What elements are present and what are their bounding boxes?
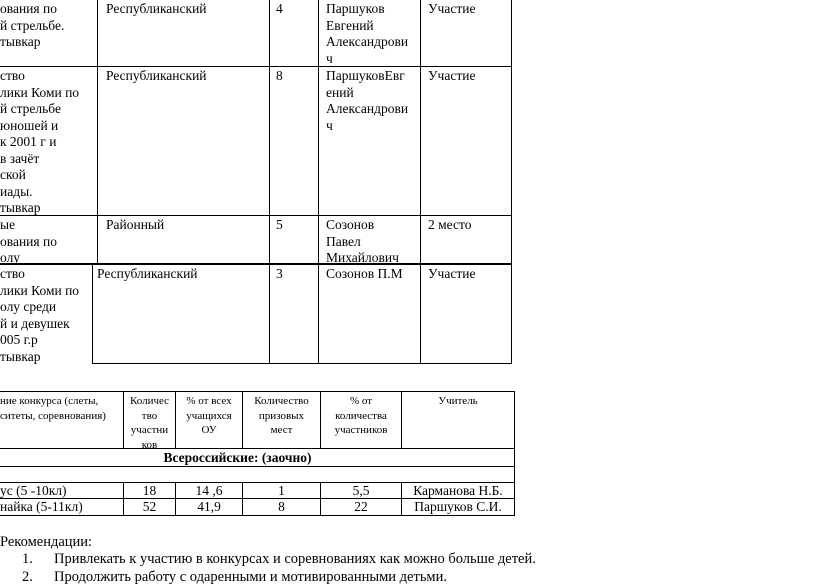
cell-prizes: 1	[278, 483, 285, 498]
cell-count: 4	[276, 1, 283, 16]
cell-participant: Паршуков Евгений Александрови ч	[326, 1, 409, 66]
table-row	[0, 265, 512, 363]
table-header	[0, 392, 515, 451]
table-row	[0, 499, 515, 515]
cell-level: Республиканский	[106, 68, 207, 83]
cell-pct-part: 5,5	[352, 483, 370, 498]
cell-result: Участие	[428, 68, 476, 83]
cell-participant: ПаршуковЕвг ений Александрови ч	[326, 68, 409, 133]
cell-pct-all: 14 ,6	[195, 483, 223, 498]
cell-level: Республиканский	[97, 266, 198, 281]
cell-count: 18	[142, 483, 157, 498]
header-count: Количес тво участни ков	[129, 395, 170, 451]
cell-count: 52	[142, 499, 157, 514]
cell-result: Участие	[428, 1, 476, 16]
cell-participant: Созонов П.М	[326, 266, 403, 281]
cell-result: 2 место	[428, 217, 472, 232]
table-row	[0, 67, 512, 215]
header-teacher: Учитель	[438, 395, 478, 407]
header-prizes: Количество призовых мест	[254, 395, 309, 436]
recommendations-title: Рекомендации:	[0, 534, 93, 550]
table-row	[0, 0, 512, 66]
cell-pct-all: 41,9	[197, 499, 221, 514]
cell-event: ования по й стрельбе. тывкар	[0, 1, 65, 49]
cell-pct-part: 22	[354, 499, 368, 514]
cell-prizes: 8	[278, 499, 285, 514]
list-item-number: 2.	[22, 569, 33, 585]
table-row	[0, 483, 515, 498]
header-pct-all: % от всех учащихся ОУ	[186, 395, 232, 436]
list-item-text: Продолжить работу с одаренными и мотивированными детьми.	[54, 569, 447, 585]
section-title: Всероссийские: (заочно)	[163, 450, 312, 465]
cell-count: 3	[276, 266, 283, 281]
header-pct-part: % от количества участников	[334, 395, 388, 436]
cell-event: ство лики Коми по олу среди й и девушек 005 г.р тывкар	[0, 266, 80, 364]
list-item-text: Привлекать к участию в конкурсах и соревнованиях как можно больше детей.	[54, 551, 536, 567]
cell-level: Республиканский	[106, 1, 207, 16]
cell-name: ус (5 -10кл)	[0, 483, 67, 498]
cell-event: ство лики Коми по й стрельбе юношей и к 2001 г и в зачёт ской иады. тывкар	[0, 68, 80, 215]
table-row	[0, 216, 512, 264]
cell-level: Районный	[106, 217, 165, 232]
cell-count: 5	[276, 217, 283, 232]
cell-result: Участие	[428, 266, 476, 281]
cell-name: найка (5-11кл)	[0, 499, 83, 514]
cell-event: ые ования по олу	[0, 217, 57, 265]
cell-participant: Созонов Павел Михайлович	[326, 217, 399, 265]
cell-teacher: Паршуков С.И.	[414, 499, 502, 514]
header-name: ние конкурса (слеты, ситеты, соревнования)	[0, 395, 106, 422]
cell-teacher: Карманова Н.Б.	[413, 483, 503, 498]
cell-count: 8	[276, 68, 283, 83]
list-item-number: 1.	[22, 551, 33, 567]
